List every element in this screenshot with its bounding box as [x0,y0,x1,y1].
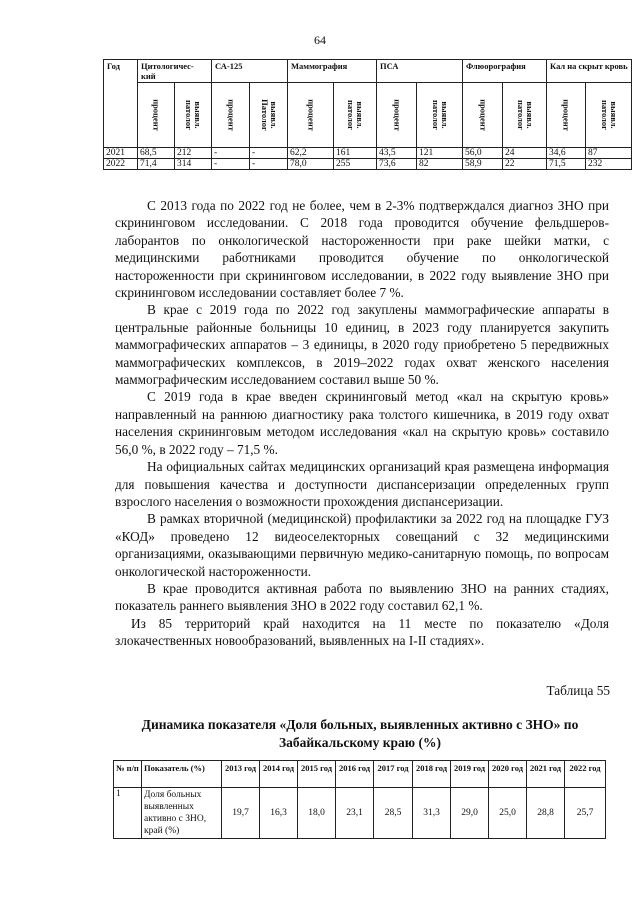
paragraph: С 2019 года в крае введен скрининговый метод «кал на скрытую кровь» направленный на раннюю диагностику рака толстого кишечника, в 2019 году охват населения скрининговым методом исследования «кал на скрытую кровь» составило 56,0 %, в 2022 году – 71,5 %. [115,389,609,457]
paragraph: В крае с 2019 года по 2022 год закуплены маммографические аппараты в центральные районные больницы 10 единиц, в 2023 году планируется закупить маммографических аппаратов – 3 единицы, в 2020 году приобретено 5 передвижных маммографических комплексов, в 2019–2022 годах охват женского населения маммографическим исследованием составил выше 50 %. [115,302,609,388]
year-header: 2018 год [413,761,451,788]
table-cell: 87 [586,148,632,159]
table-cell: 22 [503,159,547,170]
table-cell: 212 [175,148,212,159]
table-row [104,148,632,159]
year-header: 2021 год [527,761,565,788]
table-cell: 71,5 [547,159,586,170]
subheader-cell: выявл. патолог [417,83,463,148]
col-indicator-header: Показатель (%) [142,761,222,788]
table-cell: 78,0 [288,159,334,170]
table-cell: 25,0 [489,788,527,839]
col-no-header: № п/п [114,761,142,788]
dynamics-header-row [114,761,606,788]
table-title: Динамика показателя «Доля больных, выявленных активно с ЗНО» по Забайкальскому краю (%) [141,717,579,750]
table-cell: 28,8 [527,788,565,839]
group-header: Флюорография [463,60,547,83]
table-cell: 161 [334,148,377,159]
table-cell: 2021 [104,148,138,159]
table-cell: 73,6 [377,159,417,170]
group-header: Кал на скрыт кровь [547,60,632,83]
year-header: 2013 год [222,761,260,788]
paragraph: Из 85 территорий край находится на 11 месте по показателю «Доля злокачественных новообразований, выявленных на I-II стадиях». [115,615,609,649]
group-header: СА-125 [212,60,288,83]
table-cell: 31,3 [413,788,451,839]
screening-subheader-row [104,83,632,148]
group-header: ПСА [377,60,463,83]
table-cell: 121 [417,148,463,159]
table-cell: - [250,159,288,170]
dynamics-table [113,760,606,839]
table-cell: 71,4 [138,159,175,170]
table-cell: - [212,148,250,159]
page-number: 64 [314,33,326,47]
table-row [104,159,632,170]
screening-header-row [104,60,632,83]
year-header: 2017 год [374,761,413,788]
table-cell: 255 [334,159,377,170]
table-label: Таблица 55 [546,683,610,698]
table-cell: 314 [175,159,212,170]
subheader-cell: процент [288,83,334,148]
subheader-cell: выявл. патолог [586,83,632,148]
table-cell: 16,3 [260,788,298,839]
year-header: Год [104,60,138,148]
subheader-cell: процент [212,83,250,148]
subheader-cell: процент [138,83,175,148]
table-row [114,788,606,839]
paragraph: На официальных сайтах медицинских организаций края размещена информация для повышения качества и доступности диспансеризации определенных групп взрослого населения о возможности прохождения диспансеризации. [115,459,609,509]
group-header: Маммография [288,60,377,83]
subheader-cell: процент [377,83,417,148]
table-cell: 232 [586,159,632,170]
table-cell: 34,6 [547,148,586,159]
year-header: 2022 год [565,761,606,788]
subheader-cell: выявл. патолог [334,83,377,148]
subheader-cell: выявл. патолог [503,83,547,148]
screening-table [103,59,632,170]
subheader-cell: процент [547,83,586,148]
table-cell: 62,2 [288,148,334,159]
table-cell: 43,5 [377,148,417,159]
year-header: 2014 год [260,761,298,788]
indicator-name: Доля больных выявленных активно с ЗНО, край (%) [142,788,222,839]
year-header: 2019 год [451,761,489,788]
year-header: 2015 год [298,761,336,788]
table-cell: 23,1 [336,788,374,839]
table-cell: 82 [417,159,463,170]
table-cell: 24 [503,148,547,159]
year-header: 2016 год [336,761,374,788]
table-cell: 28,5 [374,788,413,839]
paragraph: С 2013 года по 2022 год не более, чем в 2-3% подтверждался диагноз ЗНО при скрининговом исследовании. С 2018 года проводится обучение фельдшеров-лаборантов по онкологической настороженности при раке шейки матки, с медицинскими работниками проводится обучение по онкологической настороженности при скрининговом исследовании, в 2022 году выявление ЗНО при скрининговом исследовании составляет более 7 %. [115,198,609,301]
table-cell: 18,0 [298,788,336,839]
table-cell: 19,7 [222,788,260,839]
subheader-cell: выявл. Патолог [250,83,288,148]
table-cell: - [250,148,288,159]
row-number: 1 [114,788,142,839]
year-header: 2020 год [489,761,527,788]
subheader-cell: процент [463,83,503,148]
paragraph: В крае проводится активная работа по выявлению ЗНО на ранних стадиях, показатель раннего выявления ЗНО в 2022 году составил 62,1 %. [115,580,609,614]
table-cell: 56,0 [463,148,503,159]
table-cell: 25,7 [565,788,606,839]
table-cell: 58,9 [463,159,503,170]
table-cell: - [212,159,250,170]
group-header: Цитологичес- кий [138,60,212,83]
paragraph: В рамках вторичной (медицинской) профилактики за 2022 год на площадке ГУЗ «КОД» проведено 12 видеоселекторных совещаний с 32 медицинскими организациями, оказывающими первичную медико-санитарную помощь, по вопросам онкологической настороженности. [115,511,609,579]
body-text [115,197,609,650]
table-cell: 29,0 [451,788,489,839]
subheader-cell: выявл. патолог [175,83,212,148]
table-cell: 2022 [104,159,138,170]
table-cell: 68,5 [138,148,175,159]
